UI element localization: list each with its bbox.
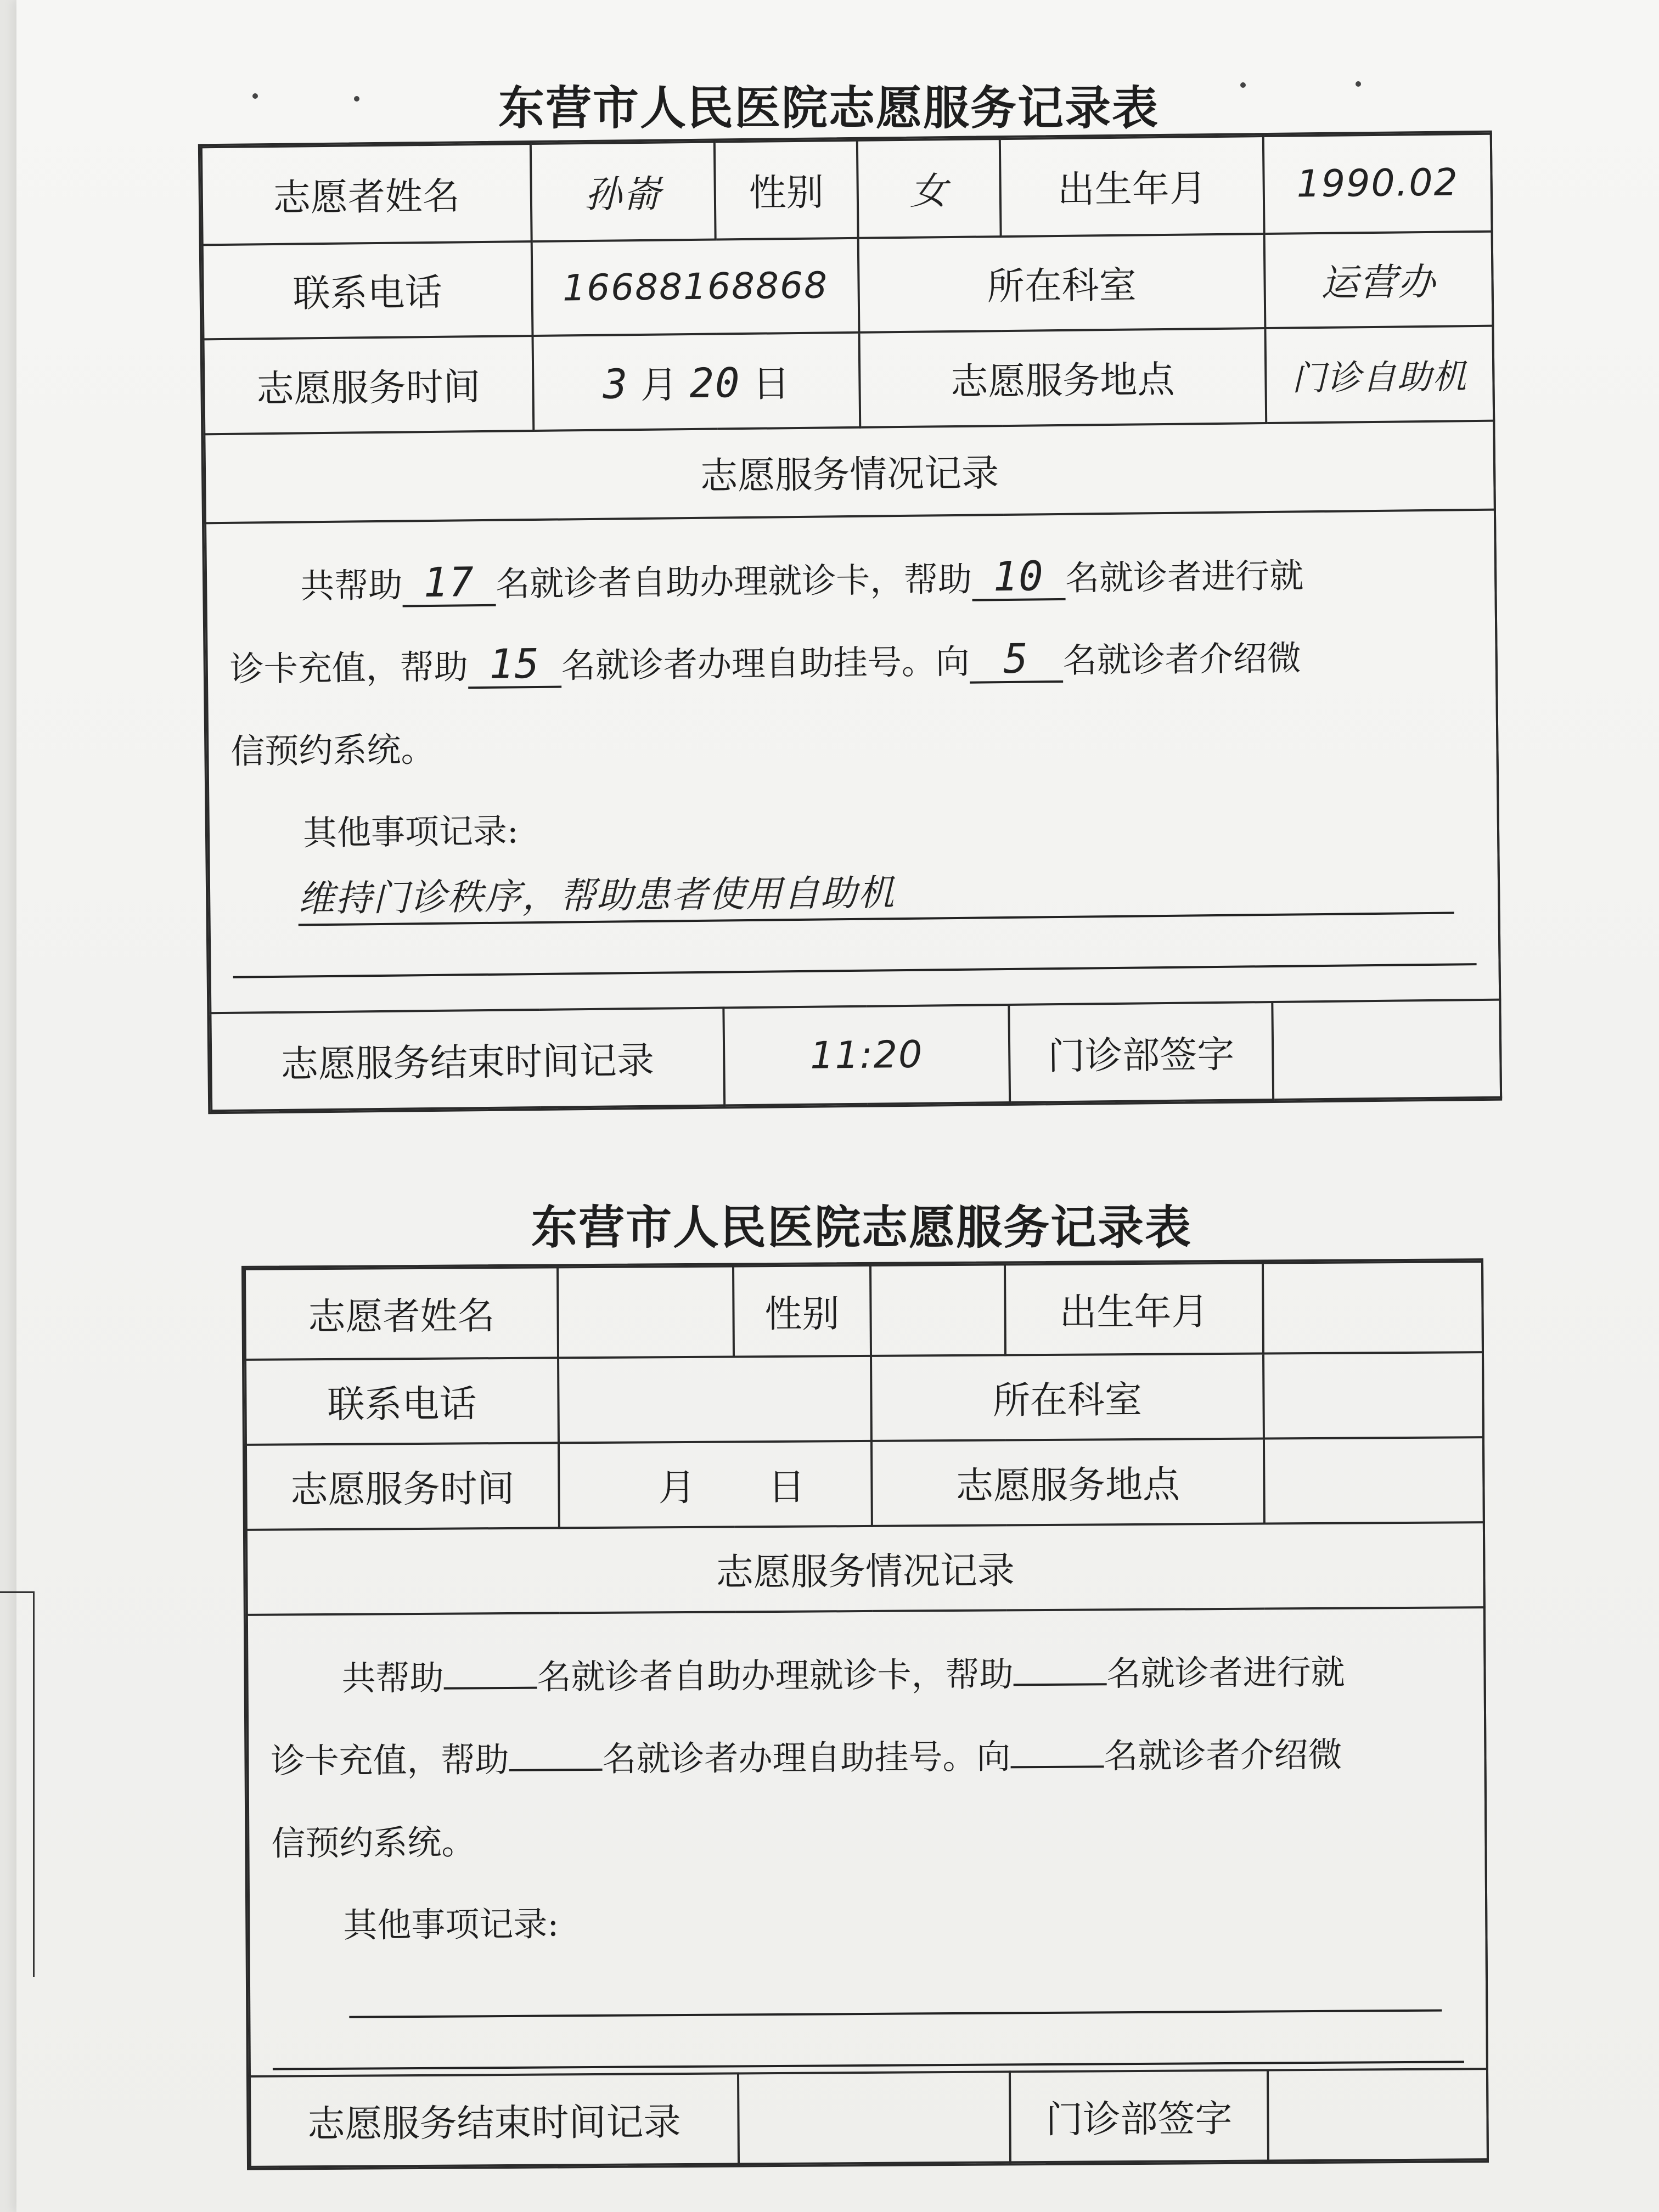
record-body — [247, 1607, 1487, 2076]
record-line-3: 信预约系统。 — [271, 1822, 476, 1864]
value-name[interactable]: 孙嵛 — [531, 142, 716, 241]
label-signature: 门诊部签字 — [1009, 1002, 1273, 1102]
value-end-time[interactable]: 11:20 — [723, 1005, 1010, 1105]
other-matters-line-1[interactable]: 维持门诊秩序，帮助患者使用自助机 — [298, 863, 1454, 926]
value-phone[interactable] — [558, 1356, 871, 1443]
count-wechat-blank[interactable] — [1010, 1722, 1104, 1769]
label-name: 志愿者姓名 — [201, 144, 532, 245]
label-month: 月 — [640, 363, 678, 407]
count-recharge-blank[interactable]: 10 — [972, 554, 1066, 601]
record-text: 共帮助 — [300, 565, 403, 606]
record-text: 共帮助 — [341, 1658, 444, 1699]
record-line-1 — [228, 533, 1472, 628]
form-title: 东营市人民医院志愿服务记录表 — [531, 1200, 1192, 1254]
record-line-2 — [271, 1713, 1463, 1803]
record-text: 名就诊者自助办理就诊卡，帮助 — [537, 1654, 1014, 1698]
label-gender: 性别 — [715, 140, 858, 239]
value-dept[interactable] — [1263, 1352, 1483, 1439]
value-signature[interactable] — [1272, 1000, 1501, 1100]
value-month: 3 — [603, 361, 629, 408]
value-end-time[interactable] — [738, 2072, 1010, 2164]
other-matters-line-2[interactable] — [272, 2012, 1464, 2070]
count-card-blank[interactable]: 17 — [402, 560, 496, 607]
value-dept[interactable]: 运营办 — [1264, 231, 1493, 328]
record-text: 诊卡充值，帮助 — [229, 646, 469, 689]
label-dept: 所在科室 — [858, 234, 1266, 333]
other-matters-line-1[interactable] — [349, 1960, 1442, 2018]
value-gender[interactable]: 女 — [857, 139, 1001, 238]
volunteer-record-form-1 — [198, 131, 1502, 1115]
value-birth[interactable] — [1263, 1262, 1483, 1354]
record-text: 诊卡充值，帮助 — [271, 1740, 509, 1781]
value-service-time[interactable] — [559, 1441, 872, 1528]
record-text: 名就诊者介绍微 — [1104, 1735, 1342, 1776]
other-matters-label: 其他事项记录: — [343, 1904, 559, 1946]
label-phone: 联系电话 — [203, 241, 533, 340]
record-body — [205, 510, 1500, 1014]
label-signature: 门诊部签字 — [1010, 2070, 1268, 2162]
record-line-1 — [270, 1631, 1462, 1720]
value-service-place[interactable] — [1264, 1437, 1484, 1524]
label-service-time: 志愿服务时间 — [246, 1443, 559, 1530]
record-header: 志愿服务情况记录 — [246, 1522, 1484, 1615]
label-birth: 出生年月 — [1005, 1263, 1263, 1355]
record-text: 名就诊者自助办理就诊卡，帮助 — [495, 559, 972, 604]
form-title: 东营市人民医院志愿服务记录表 — [498, 81, 1159, 135]
label-month: 月 — [658, 1466, 696, 1510]
underlying-sheet-edge — [0, 1591, 35, 1977]
value-month — [625, 1464, 626, 1511]
value-day — [707, 1463, 708, 1510]
label-day: 日 — [752, 362, 790, 406]
value-service-time[interactable] — [533, 333, 861, 431]
label-birth: 出生年月 — [1000, 136, 1264, 237]
record-text: 名就诊者进行就 — [1106, 1652, 1345, 1694]
record-header: 志愿服务情况记录 — [204, 420, 1495, 523]
volunteer-record-form-2 — [241, 1258, 1489, 2170]
label-gender: 性别 — [733, 1265, 871, 1357]
label-end-time: 志愿服务结束时间记录 — [210, 1008, 724, 1111]
label-service-place: 志愿服务地点 — [859, 328, 1266, 427]
record-line-3: 信预约系统。 — [230, 729, 435, 772]
value-phone[interactable]: 16688168868 — [532, 238, 859, 336]
count-card-blank[interactable] — [443, 1643, 537, 1690]
label-dept: 所在科室 — [871, 1354, 1264, 1441]
count-register-blank[interactable]: 15 — [468, 642, 561, 689]
count-register-blank[interactable] — [509, 1725, 603, 1771]
value-day: 20 — [689, 359, 741, 407]
count-recharge-blank[interactable] — [1013, 1640, 1107, 1686]
record-line-2 — [229, 615, 1474, 711]
label-service-place: 志愿服务地点 — [871, 1439, 1264, 1526]
label-phone: 联系电话 — [245, 1358, 559, 1445]
value-birth[interactable]: 1990.02 — [1263, 134, 1492, 234]
value-gender[interactable] — [870, 1264, 1005, 1356]
record-text: 名就诊者办理自助挂号。向 — [561, 641, 970, 686]
record-text: 名就诊者进行就 — [1065, 555, 1304, 598]
count-wechat-blank[interactable]: 5 — [969, 637, 1063, 684]
label-day: 日 — [768, 1465, 806, 1510]
value-name[interactable] — [558, 1266, 734, 1358]
value-service-place[interactable]: 门诊自助机 — [1265, 326, 1494, 423]
label-end-time: 志愿服务结束时间记录 — [250, 2073, 739, 2167]
record-text: 名就诊者办理自助挂号。向 — [602, 1736, 1011, 1780]
label-service-time: 志愿服务时间 — [204, 336, 534, 434]
other-matters-label: 其他事项记录: — [302, 810, 519, 853]
label-name: 志愿者姓名 — [245, 1267, 558, 1360]
value-signature[interactable] — [1268, 2069, 1488, 2161]
record-text: 名就诊者介绍微 — [1062, 638, 1302, 681]
